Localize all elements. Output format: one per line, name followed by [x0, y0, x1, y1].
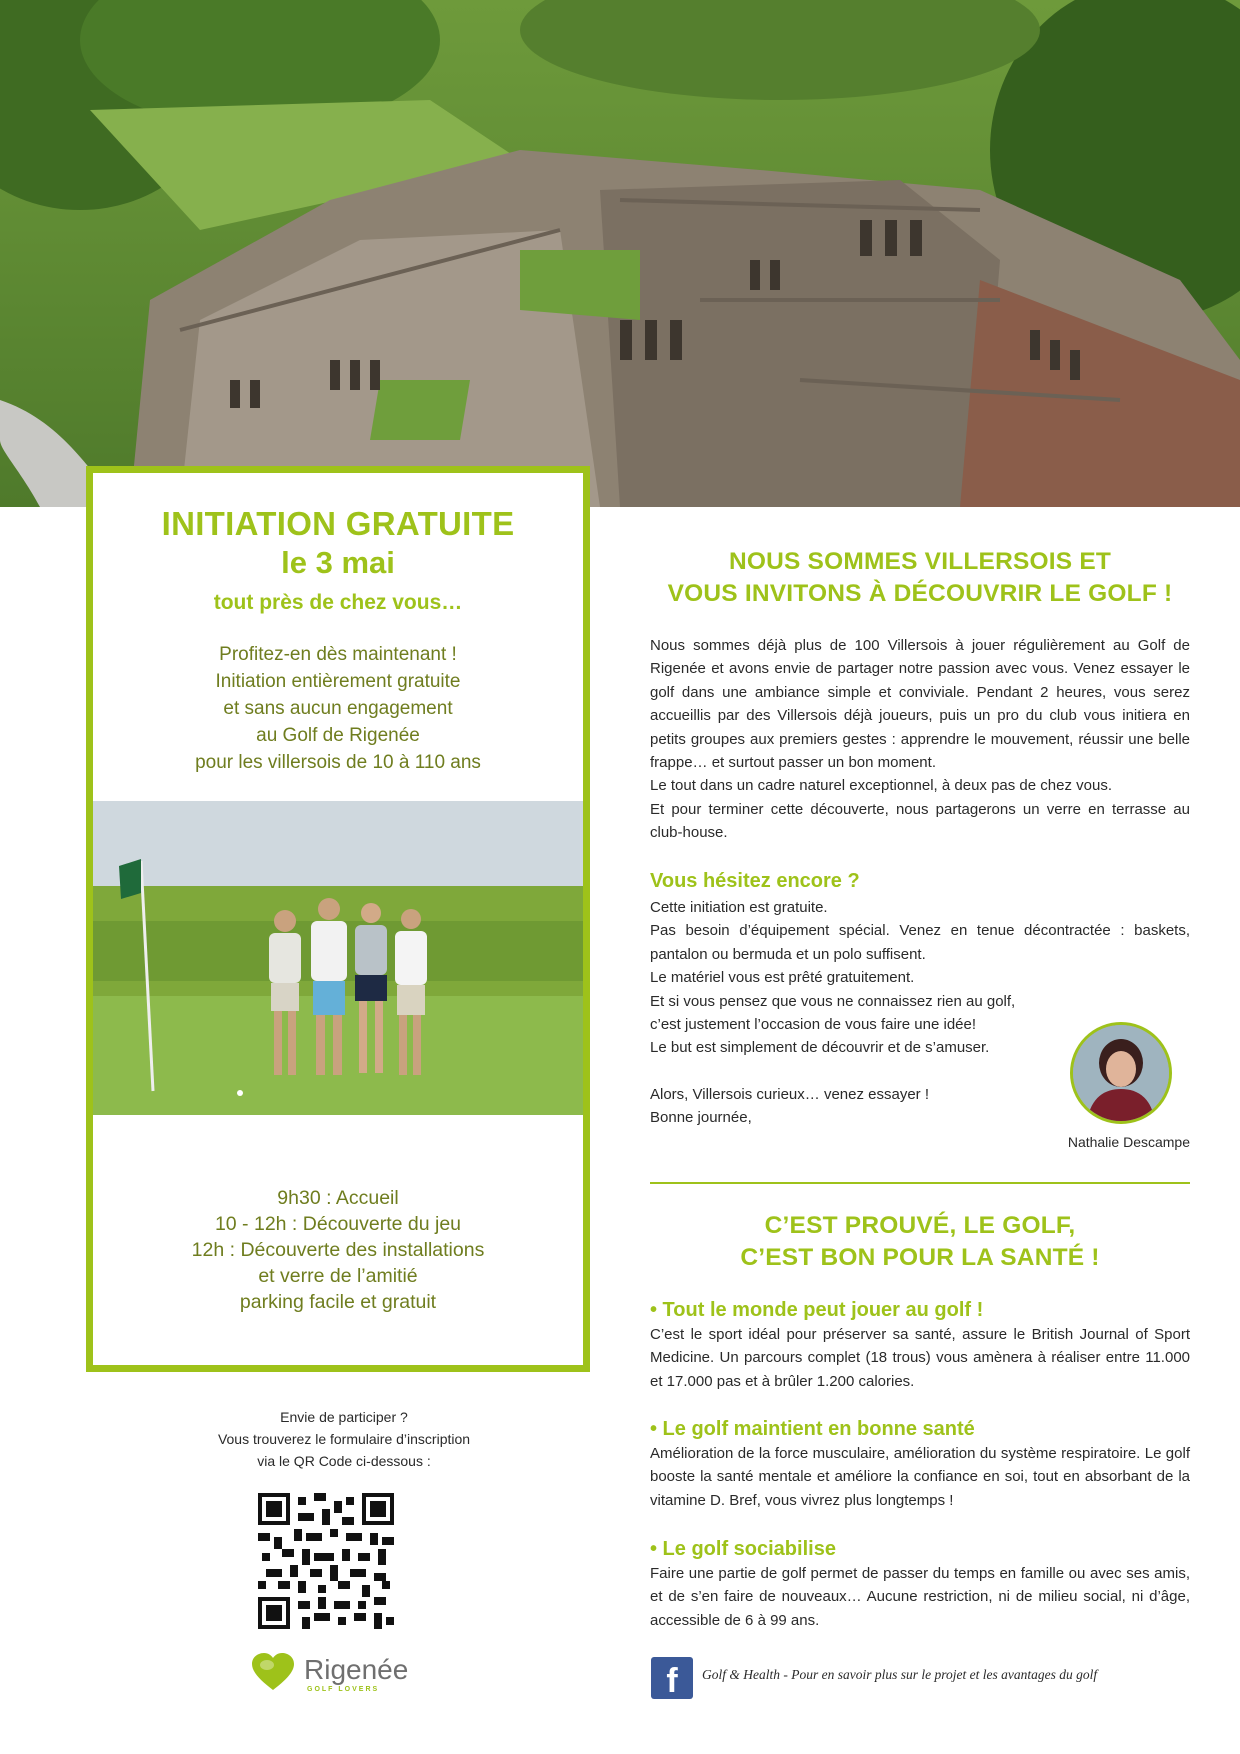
logo-subtitle: GOLF LOVERS	[307, 1686, 380, 1693]
hero-photo-abbey-ruins	[0, 0, 1240, 507]
hesitate-line: Cette initiation est gratuite.	[650, 899, 828, 916]
schedule-line: 12h : Découverte des installations	[191, 1239, 485, 1261]
health-item-title: • Le golf sociabilise	[650, 1538, 836, 1560]
hesitate-heading: Vous hésitez encore ?	[650, 870, 860, 892]
health-heading-line: C’EST BON POUR LA SANTÉ !	[740, 1244, 1100, 1271]
invite-paragraph: Et pour terminer cette découverte, nous partagerons un verre en terrasse au club-house.	[650, 800, 1190, 842]
health-heading-line: C’EST PROUVÉ, LE GOLF,	[764, 1212, 1076, 1239]
golfers-photo	[93, 801, 583, 1115]
registration-cta	[150, 1406, 538, 1472]
intro-line: pour les villersois de 10 à 110 ans	[195, 752, 481, 773]
invite-paragraph: Le tout dans un cadre naturel exceptionnel, à deux pas de chez vous.	[650, 777, 1112, 795]
facebook-link-text[interactable]: Golf & Health - Pour en savoir plus sur le projet et les avantages du golf	[702, 1667, 1098, 1682]
signatory-name: Nathalie Descampe	[1067, 1134, 1190, 1150]
rigenee-logo	[250, 1652, 410, 1698]
initiation-title: INITIATION GRATUITE	[161, 505, 515, 542]
health-item	[650, 1416, 1190, 1512]
intro-line: au Golf de Rigenée	[256, 725, 420, 746]
initiation-tagline: tout près de chez vous…	[213, 591, 463, 614]
health-heading	[650, 1210, 1190, 1274]
schedule-line: et verre de l’amitié	[258, 1265, 418, 1287]
cta-line: via le QR Code ci-dessous :	[257, 1453, 431, 1469]
facebook-icon[interactable]: f	[651, 1657, 693, 1699]
cta-line: Envie de participer ?	[280, 1409, 408, 1425]
initiation-intro	[93, 641, 583, 776]
signatory-portrait	[1070, 1022, 1172, 1124]
closing-line: Bonne journée,	[650, 1109, 752, 1127]
invite-body	[650, 634, 1190, 845]
hesitate-line: Pas besoin d’équipement spécial. Venez en tenue décontractée : baskets, pantalon ou bermuda et un polo suffisent.	[650, 922, 1190, 963]
invite-heading-line: VOUS INVITONS À DÉCOUVRIR LE GOLF !	[667, 580, 1173, 607]
heart-logo-icon	[250, 1652, 296, 1692]
hesitate-line: c’est justement l’occasion de vous faire une idée!	[650, 1016, 977, 1034]
invite-heading	[650, 546, 1190, 610]
initiation-schedule	[93, 1185, 583, 1315]
closing-line: Alors, Villersois curieux… venez essayer !	[650, 1085, 929, 1103]
health-item-title: • Tout le monde peut jouer au golf !	[650, 1299, 984, 1321]
invite-heading-line: NOUS SOMMES VILLERSOIS ET	[728, 548, 1112, 575]
qr-code[interactable]	[258, 1493, 394, 1629]
logo-wordmark: Rigenée	[304, 1654, 409, 1685]
health-item-text: Amélioration de la force musculaire, amélioration du système respiratoire. Le golf booste la santé mentale et améliore la confiance en soi, tout en absorbant de la vitamine D. Bref, vous vivrez plus longtemps !	[650, 1445, 1190, 1509]
schedule-line: 10 - 12h : Découverte du jeu	[214, 1213, 462, 1235]
invite-paragraph: Nous sommes déjà plus de 100 Villersois à jouer régulièrement au Golf de Rigenée et avons envie de partager notre passion avec vous. Venez essayer le golf dans une ambiance simple et conviviale. Pendant 2 heures, vous serez accueillis par des Villersois déjà joueurs, puis un pro du club vous initiera en petits groupes aux premiers gestes : apprendre le mouvement, réussir une belle frappe… et surtout passer un bon moment.	[650, 637, 1190, 772]
schedule-line: parking facile et gratuit	[239, 1291, 437, 1313]
section-divider	[650, 1182, 1190, 1184]
hesitate-line: Le but est simplement de découvrir et de s’amuser.	[650, 1039, 990, 1057]
health-item-text: C’est le sport idéal pour préserver sa santé, assure le British Journal of Sport Medicine. Un parcours complet (18 trous) vous amènera à réaliser entre 11.000 et 17.000 pas et à brûler 1.200 calories.	[650, 1326, 1190, 1390]
initiation-box	[86, 466, 590, 1372]
hesitate-line: Et si vous pensez que vous ne connaissez rien au golf,	[650, 992, 1016, 1010]
initiation-date: le 3 mai	[281, 545, 395, 580]
health-item-title: • Le golf maintient en bonne santé	[650, 1418, 975, 1440]
health-item-text: Faire une partie de golf permet de passer du temps en famille ou avec ses amis, et de s’en faire de nouveaux… Aucune restriction, ni de milieu social, ni d’âge, accessible de 6 à 99 ans.	[650, 1565, 1190, 1629]
health-item	[650, 1536, 1190, 1632]
intro-line: et sans aucun engagement	[223, 698, 453, 719]
intro-line: Initiation entièrement gratuite	[215, 671, 461, 692]
schedule-line: 9h30 : Accueil	[277, 1187, 399, 1209]
hesitate-line: Le matériel vous est prêté gratuitement.	[650, 969, 915, 987]
health-item	[650, 1297, 1190, 1393]
cta-line: Vous trouverez le formulaire d’inscription	[217, 1431, 471, 1447]
intro-line: Profitez-en dès maintenant !	[219, 644, 457, 665]
